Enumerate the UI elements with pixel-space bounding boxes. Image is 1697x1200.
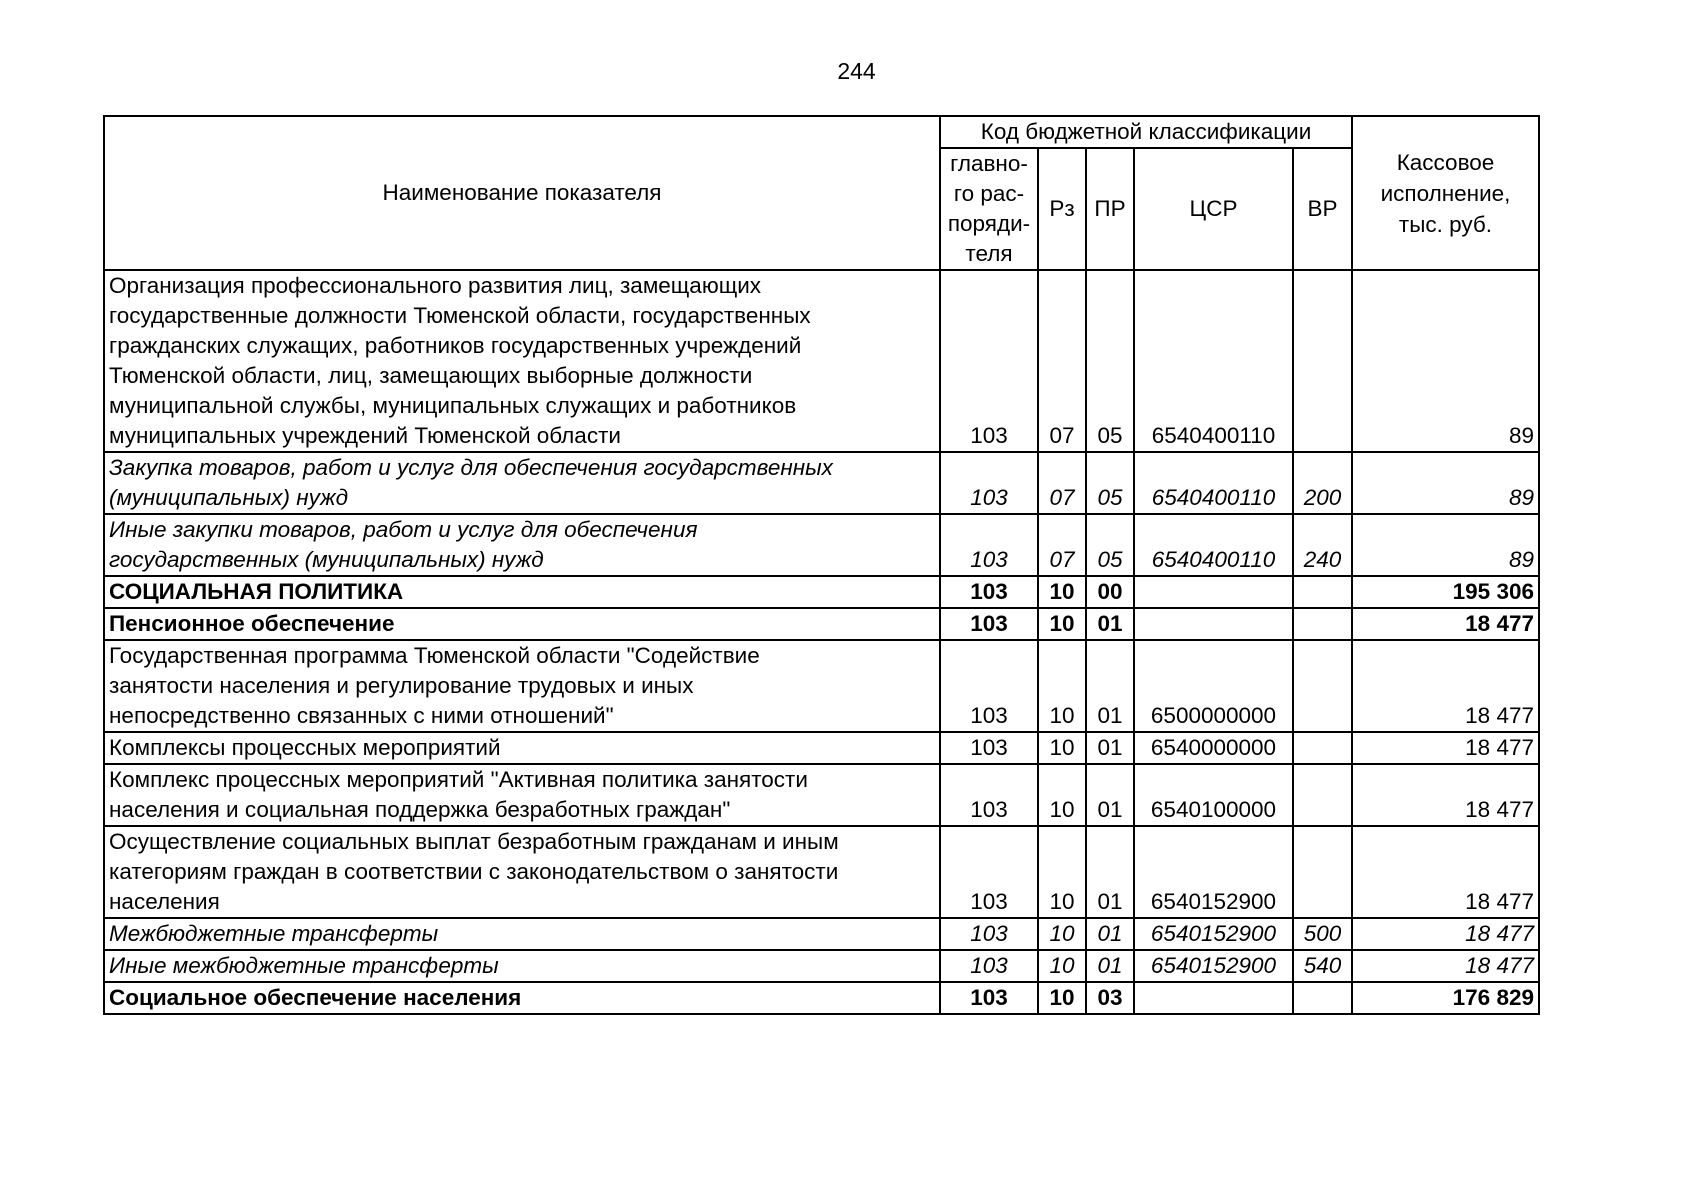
header-name: Наименование показателя (104, 116, 940, 270)
cell-rz: 10 (1038, 982, 1086, 1014)
header-vr: ВР (1293, 148, 1352, 270)
cell-sum: 18 477 (1352, 826, 1539, 918)
budget-table (103, 115, 1540, 1015)
cell-rz: 10 (1038, 950, 1086, 982)
cell-rz: 10 (1038, 640, 1086, 732)
cell-pr: 01 (1086, 608, 1134, 640)
cell-gl: 103 (940, 514, 1038, 576)
cell-vr (1293, 576, 1352, 608)
cell-csr: 6540400110 (1134, 270, 1293, 452)
cell-name: Иные закупки товаров, работ и услуг для обеспечения государственных (муниципальных) нужд (104, 514, 940, 576)
cell-vr (1293, 764, 1352, 826)
cell-name: Межбюджетные трансферты (104, 918, 940, 950)
cell-pr: 05 (1086, 270, 1134, 452)
cell-sum: 89 (1352, 270, 1539, 452)
cell-csr: 6540400110 (1134, 514, 1293, 576)
cell-gl: 103 (940, 608, 1038, 640)
cell-gl: 103 (940, 950, 1038, 982)
cell-pr: 05 (1086, 452, 1134, 514)
table-body (104, 270, 1539, 1014)
cell-vr (1293, 270, 1352, 452)
cell-pr: 03 (1086, 982, 1134, 1014)
cell-name: Комплекс процессных мероприятий "Активная политика занятости населения и социальная поддержка безработных граждан" (104, 764, 940, 826)
cell-rz: 10 (1038, 826, 1086, 918)
cell-pr: 01 (1086, 918, 1134, 950)
cell-sum: 18 477 (1352, 950, 1539, 982)
cell-name: Комплексы процессных мероприятий (104, 732, 940, 764)
cell-sum: 18 477 (1352, 918, 1539, 950)
cell-sum: 176 829 (1352, 982, 1539, 1014)
cell-sum: 18 477 (1352, 608, 1539, 640)
cell-sum: 18 477 (1352, 732, 1539, 764)
cell-csr: 6540152900 (1134, 826, 1293, 918)
cell-gl: 103 (940, 918, 1038, 950)
cell-name: Организация профессионального развития лиц, замещающих государственные должности Тюменской области, государственных гражданских служащих, работников государственных учреждений Тюменской области, лиц, замещающих выборные должности муниципальной службы, муниципальных служащих и работников муниципальных учреждений Тюменской области (104, 270, 940, 452)
cell-rz: 10 (1038, 764, 1086, 826)
cell-sum: 89 (1352, 452, 1539, 514)
cell-rz: 07 (1038, 514, 1086, 576)
cell-vr: 540 (1293, 950, 1352, 982)
cell-pr: 01 (1086, 950, 1134, 982)
cell-csr: 6540152900 (1134, 918, 1293, 950)
cell-gl: 103 (940, 732, 1038, 764)
header-pr: ПР (1086, 148, 1134, 270)
cell-rz: 10 (1038, 576, 1086, 608)
cell-csr (1134, 576, 1293, 608)
cell-vr (1293, 732, 1352, 764)
cell-name: СОЦИАЛЬНАЯ ПОЛИТИКА (104, 576, 940, 608)
cell-sum: 18 477 (1352, 764, 1539, 826)
header-sum: Кассовое исполнение, тыс. руб. (1352, 116, 1539, 270)
cell-rz: 10 (1038, 918, 1086, 950)
cell-rz: 07 (1038, 452, 1086, 514)
cell-pr: 01 (1086, 764, 1134, 826)
header-csr: ЦСР (1134, 148, 1293, 270)
cell-rz: 10 (1038, 732, 1086, 764)
cell-gl: 103 (940, 826, 1038, 918)
cell-pr: 01 (1086, 826, 1134, 918)
cell-name: Пенсионное обеспечение (104, 608, 940, 640)
page-number: 244 (837, 58, 876, 84)
cell-name: Иные межбюджетные трансферты (104, 950, 940, 982)
table-row (104, 950, 1539, 982)
cell-gl: 103 (940, 764, 1038, 826)
cell-vr (1293, 982, 1352, 1014)
table-row (104, 608, 1539, 640)
cell-csr (1134, 608, 1293, 640)
cell-pr: 01 (1086, 732, 1134, 764)
cell-name: Государственная программа Тюменской области "Содействие занятости населения и регулирование трудовых и иных непосредственно связанных с ними отношений" (104, 640, 940, 732)
table-row (104, 640, 1539, 732)
table-row (104, 826, 1539, 918)
header-gl: главно- го рас- поряди- теля (940, 148, 1038, 270)
cell-name: Закупка товаров, работ и услуг для обеспечения государственных (муниципальных) нужд (104, 452, 940, 514)
cell-sum: 89 (1352, 514, 1539, 576)
cell-vr: 500 (1293, 918, 1352, 950)
cell-pr: 05 (1086, 514, 1134, 576)
cell-pr: 01 (1086, 640, 1134, 732)
cell-csr: 6540400110 (1134, 452, 1293, 514)
cell-csr: 6540152900 (1134, 950, 1293, 982)
table-row (104, 576, 1539, 608)
table-row (104, 270, 1539, 452)
table-row (104, 764, 1539, 826)
cell-vr (1293, 640, 1352, 732)
cell-csr: 6540100000 (1134, 764, 1293, 826)
table-row (104, 732, 1539, 764)
cell-csr: 6540000000 (1134, 732, 1293, 764)
cell-sum: 195 306 (1352, 576, 1539, 608)
cell-vr (1293, 826, 1352, 918)
table-row (104, 452, 1539, 514)
table-header (104, 116, 1539, 270)
header-rz: Рз (1038, 148, 1086, 270)
cell-pr: 00 (1086, 576, 1134, 608)
table-row (104, 982, 1539, 1014)
cell-sum: 18 477 (1352, 640, 1539, 732)
table-row (104, 918, 1539, 950)
cell-vr: 200 (1293, 452, 1352, 514)
cell-gl: 103 (940, 640, 1038, 732)
cell-gl: 103 (940, 270, 1038, 452)
cell-gl: 103 (940, 576, 1038, 608)
cell-csr (1134, 982, 1293, 1014)
cell-rz: 10 (1038, 608, 1086, 640)
cell-gl: 103 (940, 982, 1038, 1014)
cell-gl: 103 (940, 452, 1038, 514)
cell-name: Осуществление социальных выплат безработным гражданам и иным категориям граждан в соответствии с законодательством о занятости населения (104, 826, 940, 918)
cell-vr: 240 (1293, 514, 1352, 576)
cell-vr (1293, 608, 1352, 640)
cell-name: Социальное обеспечение населения (104, 982, 940, 1014)
cell-rz: 07 (1038, 270, 1086, 452)
cell-csr: 6500000000 (1134, 640, 1293, 732)
table-row (104, 514, 1539, 576)
header-code-group: Код бюджетной классификации (940, 116, 1352, 148)
